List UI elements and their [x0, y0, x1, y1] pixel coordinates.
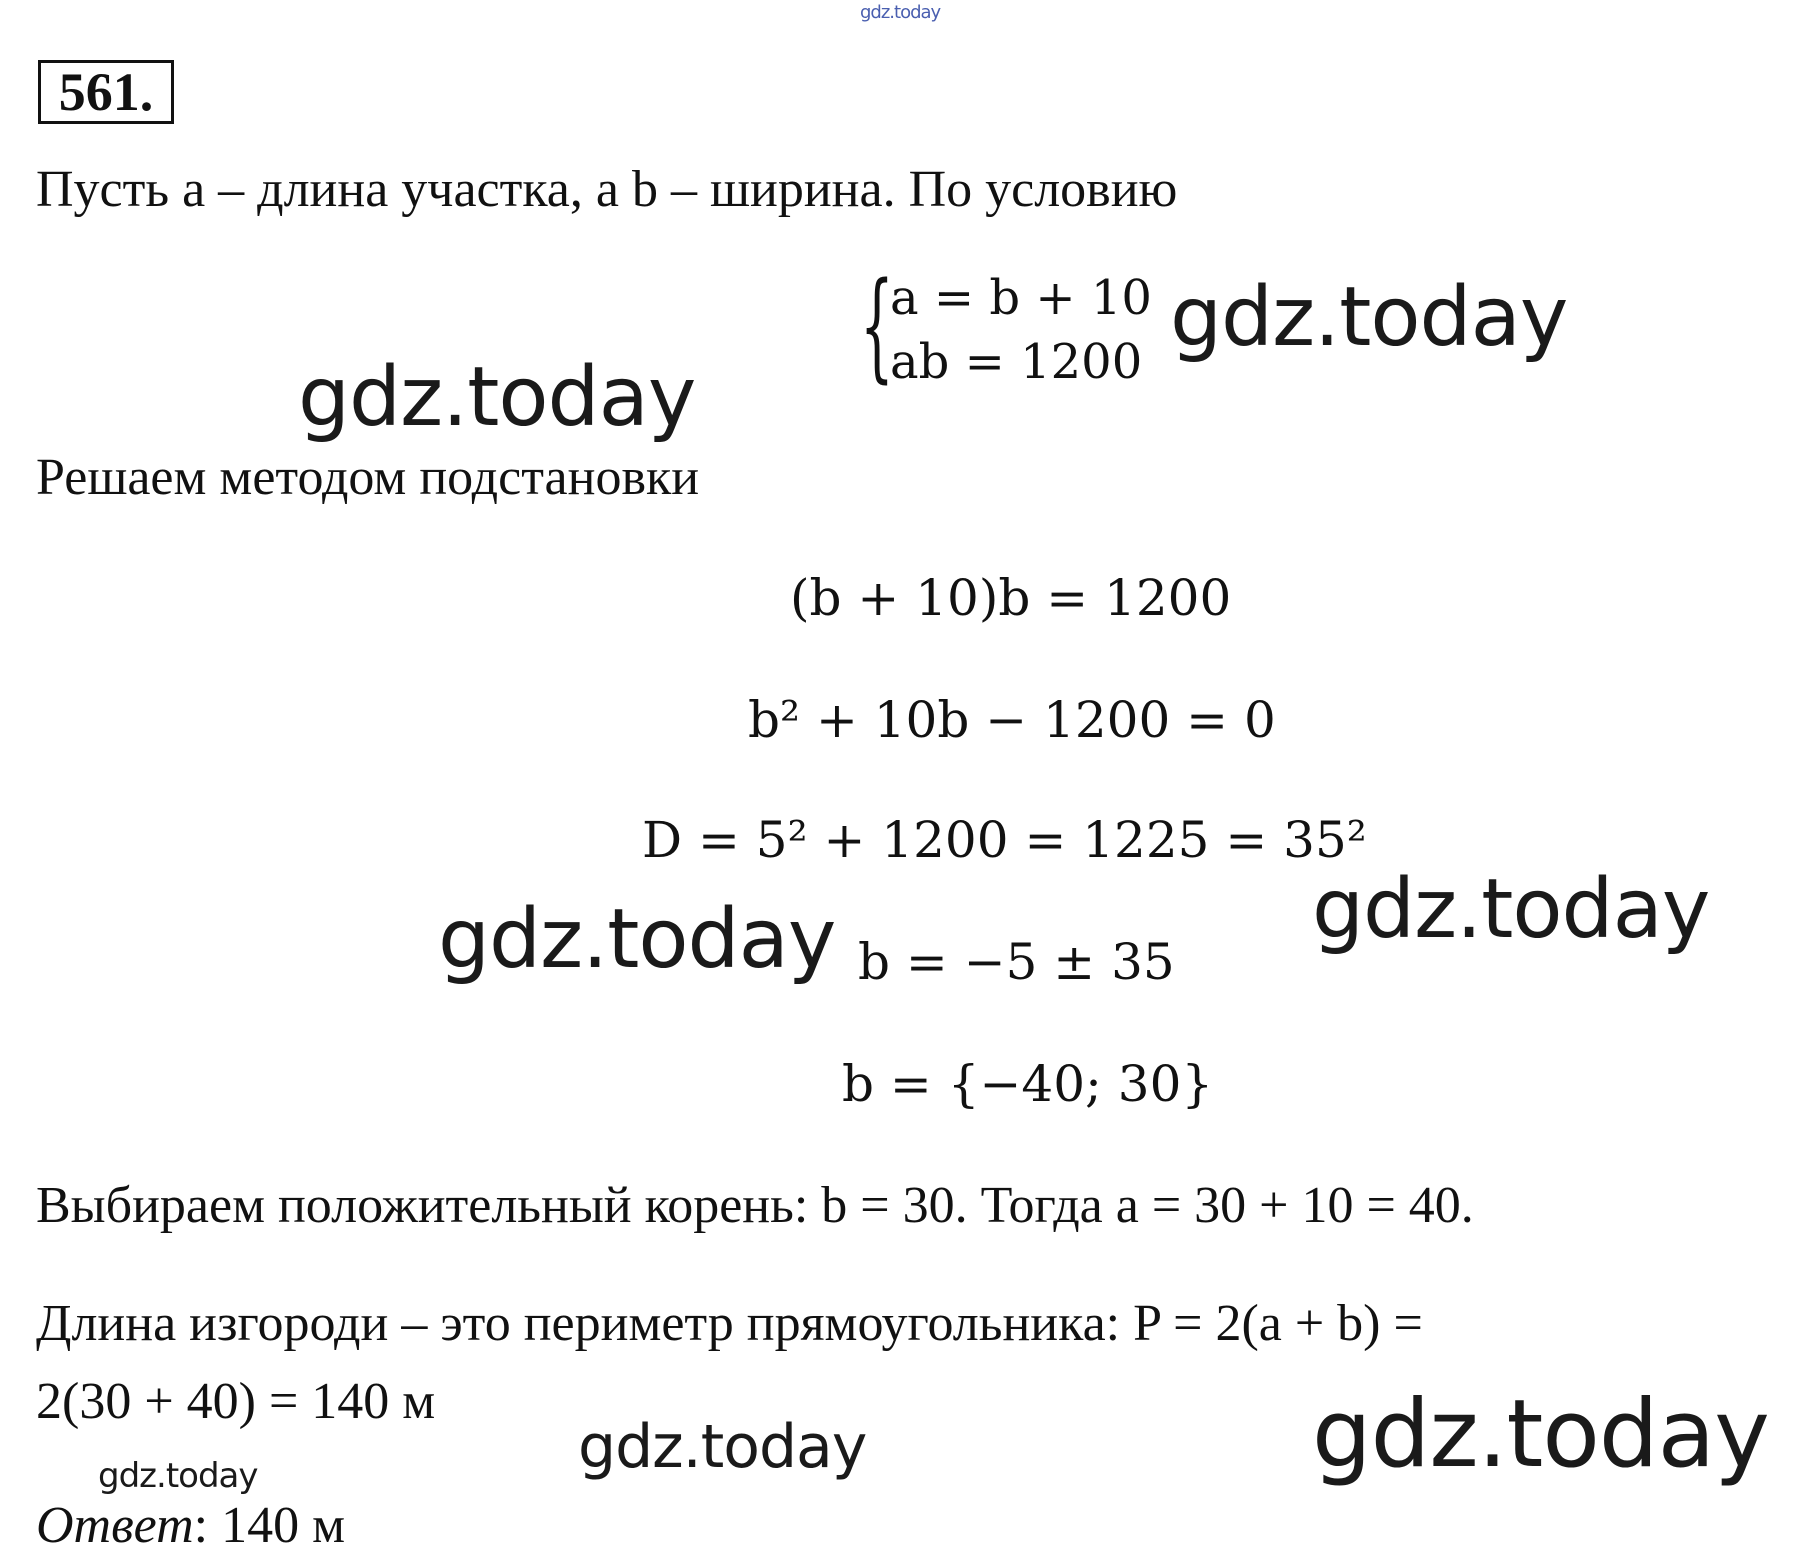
method-text: Решаем методом подстановки	[36, 449, 700, 506]
system-line-1: a = b + 10	[890, 270, 1152, 326]
system-line-2: ab = 1200	[890, 334, 1143, 390]
choice-text: Выбираем положительный корень: b = 30. Тогда a = 30 + 10 = 40.	[36, 1177, 1474, 1234]
intro-text: Пусть a – длина участка, а b – ширина. По условию	[36, 161, 1178, 218]
left-brace-icon: {	[860, 256, 894, 394]
answer-label: Ответ	[36, 1497, 194, 1554]
watermark: gdz.today	[298, 350, 696, 445]
perimeter-text-2: 2(30 + 40) = 140 м	[36, 1373, 436, 1430]
equation-system	[860, 256, 1180, 398]
watermark: gdz.today	[1170, 270, 1568, 365]
step-substitution: (b + 10)b = 1200	[790, 569, 1232, 627]
watermark-top: gdz.today	[860, 2, 941, 23]
step-discriminant: D = 5² + 1200 = 1225 = 35²	[642, 811, 1367, 869]
watermark: gdz.today	[578, 1412, 867, 1482]
step-roots-formula: b = −5 ± 35	[858, 933, 1175, 991]
answer-value: : 140 м	[193, 1497, 345, 1554]
step-roots: b = {−40; 30}	[842, 1055, 1214, 1113]
watermark: gdz.today	[438, 892, 836, 987]
watermark: gdz.today	[1312, 1380, 1769, 1489]
watermark: gdz.today	[98, 1456, 258, 1496]
perimeter-text-1: Длина изгороди – это периметр прямоугольника: P = 2(a + b) =	[36, 1295, 1423, 1352]
watermark: gdz.today	[1312, 862, 1710, 957]
problem-number: 561.	[38, 60, 174, 124]
step-quadratic: b² + 10b − 1200 = 0	[748, 691, 1276, 749]
answer-line	[36, 1496, 345, 1556]
